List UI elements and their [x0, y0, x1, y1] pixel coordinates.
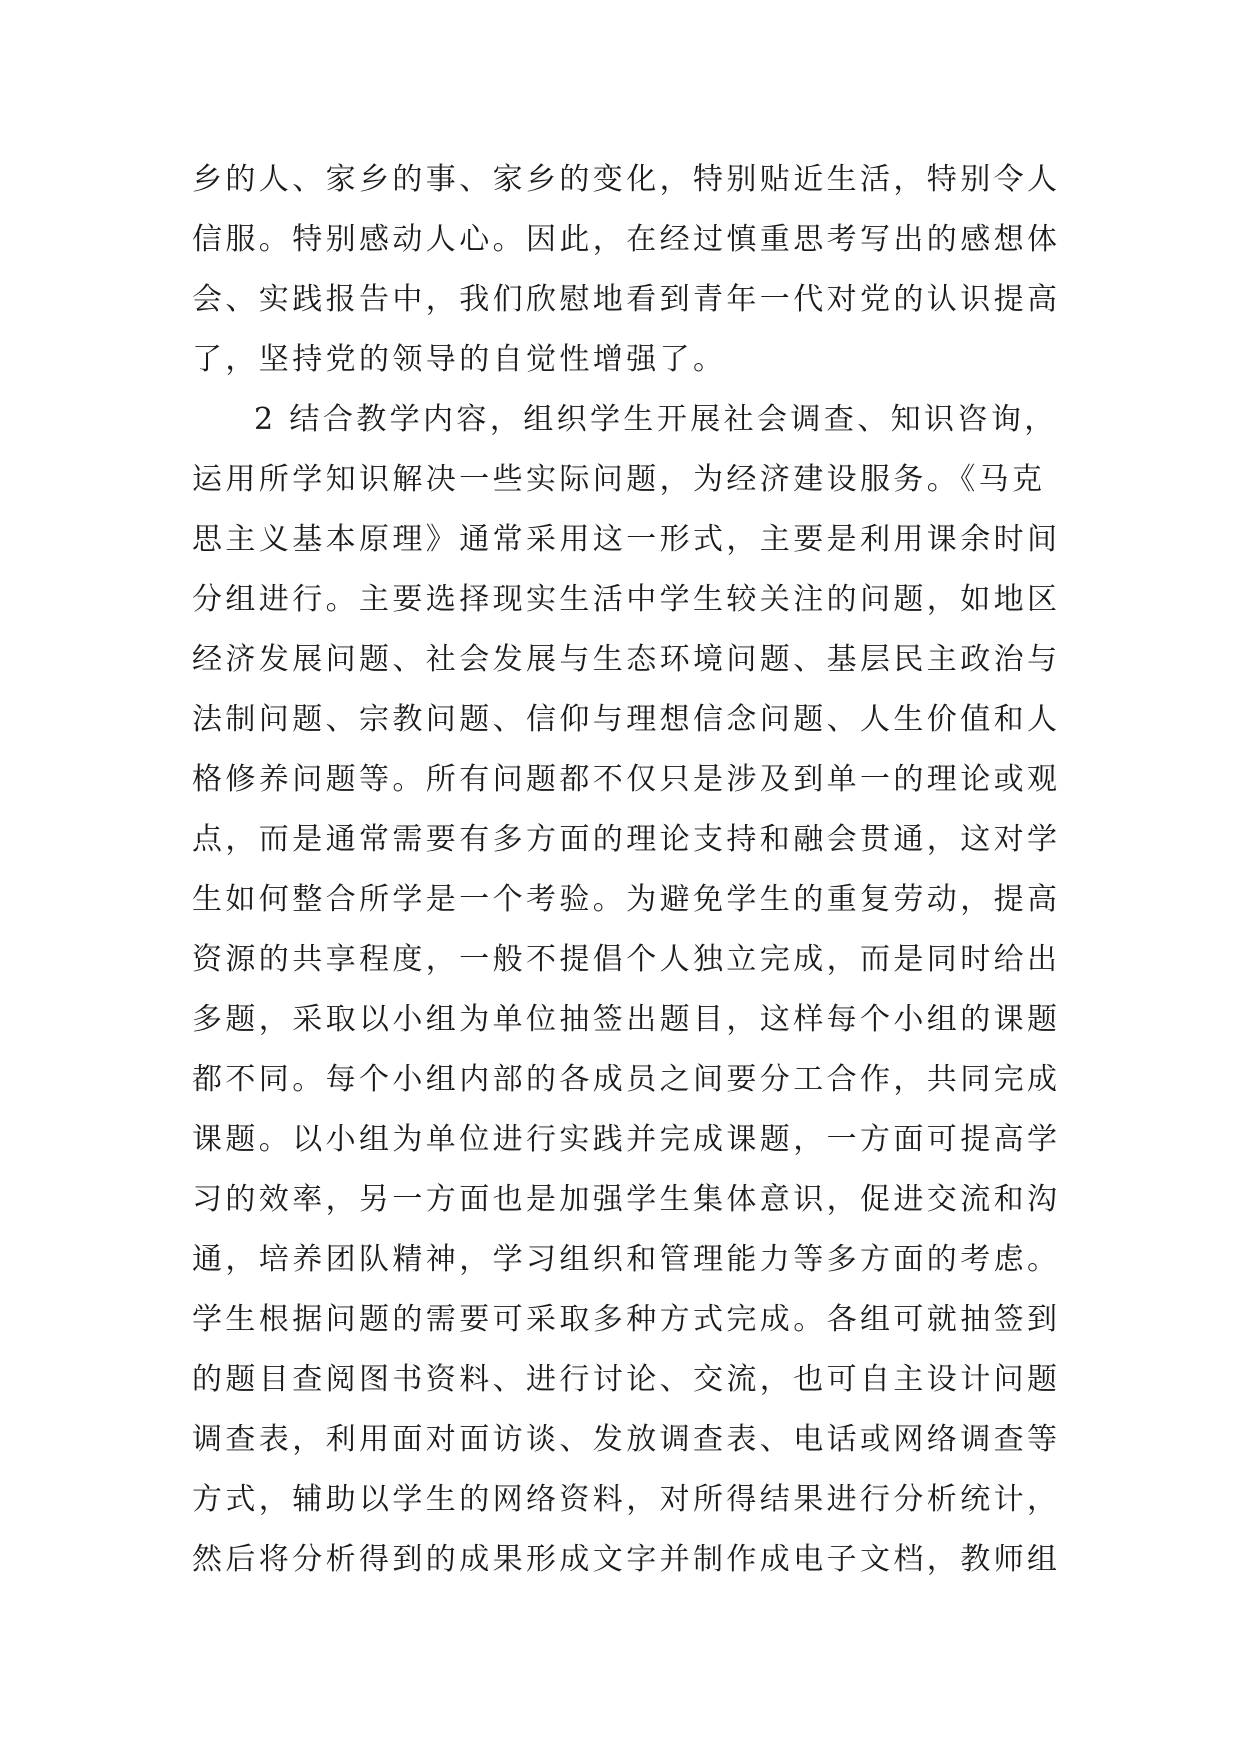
body-line: 了，坚持党的领导的自觉性增强了。 — [192, 342, 727, 377]
body-line: 思主义基本原理》通常采用这一形式，主要是利用课余时间 — [192, 522, 1061, 557]
body-line: 分组进行。主要选择现实生活中学生较关注的问题，如地区 — [192, 582, 1061, 617]
body-line: 会、实践报告中，我们欣慰地看到青年一代对党的认识提高 — [192, 282, 1061, 317]
body-line: 的题目查阅图书资料、进行讨论、交流，也可自主设计问题 — [192, 1362, 1061, 1397]
body-line: 然后将分析得到的成果形成文字并制作成电子文档，教师组 — [192, 1542, 1061, 1577]
body-line: 信服。特别感动人心。因此，在经过慎重思考写出的感想体 — [192, 222, 1061, 257]
body-line: 多题，采取以小组为单位抽签出题目，这样每个小组的课题 — [192, 1002, 1061, 1037]
body-line: 点，而是通常需要有多方面的理论支持和融会贯通，这对学 — [192, 822, 1061, 857]
body-line: 调查表，利用面对面访谈、发放调查表、电话或网络调查等 — [192, 1422, 1061, 1457]
body-line: 乡的人、家乡的事、家乡的变化，特别贴近生活，特别令人 — [192, 162, 1061, 197]
document-body — [192, 150, 1061, 1590]
body-line: 都不同。每个小组内部的各成员之间要分工合作，共同完成 — [192, 1062, 1061, 1097]
body-line: 格修养问题等。所有问题都不仅只是涉及到单一的理论或观 — [192, 762, 1061, 797]
body-line: 生如何整合所学是一个考验。为避免学生的重复劳动，提高 — [192, 882, 1061, 917]
body-line: 法制问题、宗教问题、信仰与理想信念问题、人生价值和人 — [192, 702, 1061, 737]
body-line: 课题。以小组为单位进行实践并完成课题，一方面可提高学 — [192, 1122, 1061, 1157]
body-line: 经济发展问题、社会发展与生态环境问题、基层民主政治与 — [192, 642, 1061, 677]
paragraph-2-first-line: 2 结合教学内容，组织学生开展社会调查、知识咨询， — [254, 402, 1058, 437]
body-line: 习的效率，另一方面也是加强学生集体意识，促进交流和沟 — [192, 1182, 1061, 1217]
body-line: 方式，辅助以学生的网络资料，对所得结果进行分析统计， — [192, 1482, 1061, 1517]
body-line: 资源的共享程度，一般不提倡个人独立完成，而是同时给出 — [192, 942, 1061, 977]
body-line: 运用所学知识解决一些实际问题，为经济建设服务。《马克 — [192, 462, 1046, 497]
body-line: 学生根据问题的需要可采取多种方式完成。各组可就抽签到 — [192, 1302, 1061, 1337]
body-line: 通，培养团队精神，学习组织和管理能力等多方面的考虑。 — [192, 1242, 1061, 1277]
